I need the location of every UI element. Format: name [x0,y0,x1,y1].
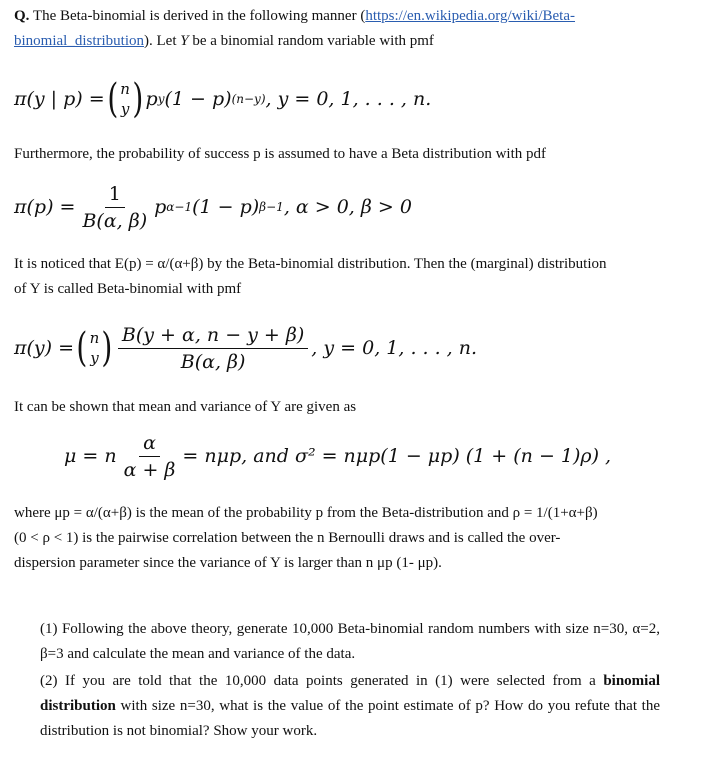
intro-text: be a binomial random variable with pmf [188,33,434,49]
binom-top: n [89,329,100,347]
denominator: α + β [123,458,176,481]
question-list [40,617,660,744]
item-text: with size n=30, what is the value of the point estimate of p? How do you refute that the distribution is not binomial? Show your work. [40,698,660,739]
binom-bottom: y [90,349,99,367]
paragraph-expectation-cont: of Y is called Beta-binomial with pmf [14,281,242,297]
paragraph-expectation: It is noticed that E(p) = α/(α+β) by the Beta-binomial distribution. Then the (marginal) distribution [14,256,607,272]
item-bold-text: binomial distribution [40,673,660,714]
intro-line-2 [14,33,434,50]
var-y: Y [180,33,189,49]
intro-line-1 [14,8,575,25]
question-label: Q. [14,8,30,24]
fraction [118,324,308,373]
binom-coef: ( n y ) [76,325,113,371]
eq-tail: , y = 0, 1, . . . , n. [265,88,432,110]
wikipedia-link-cont[interactable]: binomial_distribution [14,33,144,49]
paragraph-beta: Furthermore, the probability of success p is assumed to have a Beta distribution with pdf [14,146,546,162]
paragraph-where-2: (0 < ρ < 1) is the pairwise correlation between the n Bernoulli draws and is called the over- [14,530,561,546]
fraction [78,183,151,232]
binom-top: n [120,80,130,98]
eq-rhs: = nμp, and σ² = nμp(1 − μp) (1 + (n − 1)ρ) , [182,445,612,467]
eq-term: p [154,196,167,218]
eq-sup: α−1 [166,200,193,214]
intro-text: The Beta-binomial is derived in the following manner ( [29,8,366,24]
binom-coef: ( n y ) [106,76,144,122]
item-number: (1) [40,621,58,637]
eq-sup: β−1 [259,200,284,214]
denominator: B(α, β) [82,209,148,232]
eq-tail: , y = 0, 1, . . . , n. [311,337,478,359]
paragraph-where: where μp = α/(α+β) is the mean of the probability p from the Beta-distribution and ρ = 1/(1+α+β) [14,505,598,521]
item-number: (2) [40,673,58,689]
question-item-2 [40,669,660,744]
eq-term: p [145,88,158,110]
denominator: B(α, β) [180,350,246,373]
paragraph-where-3: dispersion parameter since the variance of Y is larger than n μp (1- μp). [14,555,442,571]
intro-text: ). Let [144,33,181,49]
eq-lhs: π(p) = [14,196,76,218]
equation-beta-pdf [14,180,412,234]
fraction [120,432,180,481]
eq-term: (1 − p) [192,196,260,218]
wikipedia-link[interactable]: https://en.wikipedia.org/wiki/Beta- [365,8,576,24]
eq-sup: (n−y) [231,92,266,106]
numerator: B(y + α, n − y + β) [118,324,308,349]
equation-binomial-pmf [14,74,431,124]
item-text: If you are told that the 10,000 data points generated in (1) were selected from a [57,673,604,689]
numerator: α [139,432,160,457]
equation-mean-variance [64,430,611,482]
numerator: 1 [105,183,125,208]
eq-lhs: μ = n [64,445,117,467]
paragraph-mean-variance: It can be shown that mean and variance of Y are given as [14,399,357,415]
eq-sup: y [157,92,165,106]
binom-bottom: y [120,100,130,118]
eq-lhs: π(y | p) = [14,88,105,110]
item-text: Following the above theory, generate 10,000 Beta-binomial random numbers with size n=30, α=2, β=3 and calculate the mean and variance of the data. [40,621,660,662]
question-item-1 [40,617,660,667]
eq-tail: , α > 0, β > 0 [283,196,412,218]
equation-beta-binomial-pmf [14,320,477,376]
eq-term: (1 − p) [164,88,232,110]
eq-lhs: π(y) = [14,337,75,359]
